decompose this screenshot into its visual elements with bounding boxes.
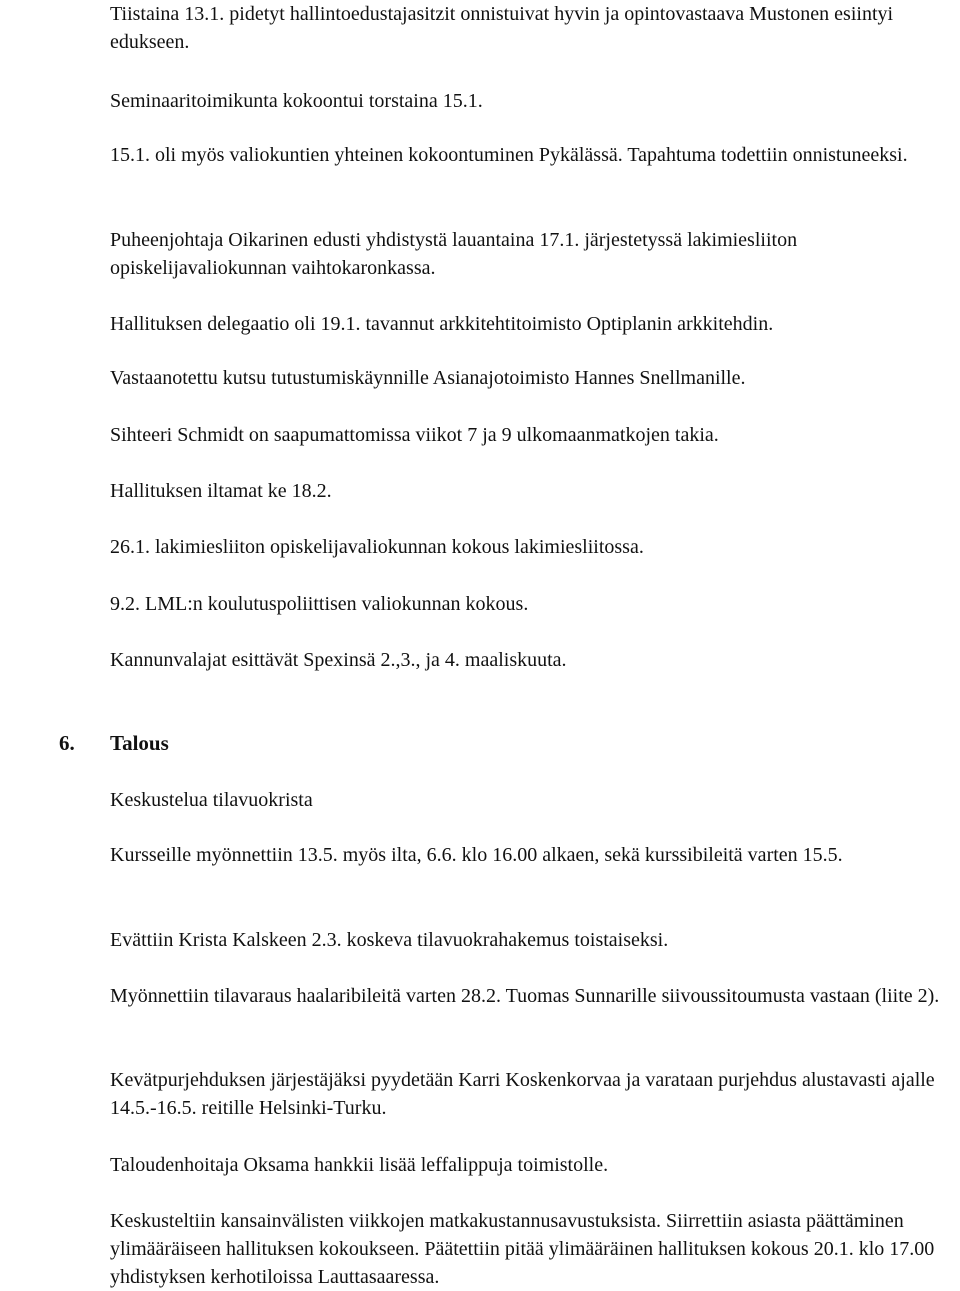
section-number: 6. xyxy=(59,731,75,755)
paragraph-iltamat: Hallituksen iltamat ke 18.2. xyxy=(110,480,332,502)
paragraph-vaihtokaronkka: Puheenjohtaja Oikarinen edusti yhdistystä lauantaina 17.1. järjestetyssä lakimiesliiton opiskelijavaliokunnan vaihtokaronkassa. xyxy=(110,229,798,279)
paragraph-seminaaritoimikunta: Seminaaritoimikunta kokoontui torstaina 15.1. xyxy=(110,90,483,112)
paragraph-kutsu: Vastaanotettu kutsu tutustumiskäynnille Asianajotoimisto Hannes Snellmanille. xyxy=(110,367,746,389)
paragraph-sitzit: Tiistaina 13.1. pidetyt hallintoedustajasitzit onnistuivat hyvin ja opintovastaava Mustonen esiintyi edukseen. xyxy=(110,3,894,53)
paragraph-kurssit: Kursseille myönnettiin 13.5. myös ilta, 6.6. klo 16.00 alkaen, sekä kurssibileitä varten 15.5. xyxy=(110,844,843,866)
paragraph-spexi: Kannunvalajat esittävät Spexinsä 2.,3., ja 4. maaliskuuta. xyxy=(110,649,567,671)
paragraph-sihteeri: Sihteeri Schmidt on saapumattomissa viikot 7 ja 9 ulkomaanmatkojen takia. xyxy=(110,424,719,446)
paragraph-tilavuokrat: Keskustelua tilavuokrista xyxy=(110,789,313,811)
paragraph-matkakustannukset: Keskusteltiin kansainvälisten viikkojen matkakustannusavustuksista. Siirrettiin asiasta päättäminen ylimääräiseen hallituksen kokoukseen. Päätettiin pitää ylimääräinen hallituksen kokous 20.1. klo 17.00 yhdistyksen kerhotiloissa Lauttasaaressa. xyxy=(110,1210,935,1288)
paragraph-haalaribileet: Myönnettiin tilavaraus haalaribileitä varten 28.2. Tuomas Sunnarille siivoussitoumusta vastaan (liite 2). xyxy=(110,985,940,1007)
paragraph-evattiin: Evättiin Krista Kalskeen 2.3. koskeva tilavuokrahakemus toistaiseksi. xyxy=(110,929,669,951)
paragraph-kevatpurjehdus: Kevätpurjehduksen järjestäjäksi pyydetään Karri Koskenkorvaa ja varataan purjehdus alustavasti ajalle 14.5.-16.5. reitille Helsinki-Turku. xyxy=(110,1069,935,1119)
paragraph-lakimiesliitto-kokous: 26.1. lakimiesliiton opiskelijavaliokunnan kokous lakimiesliitossa. xyxy=(110,536,644,558)
paragraph-valiokuntien-kokoontuminen: 15.1. oli myös valiokuntien yhteinen kokoontuminen Pykälässä. Tapahtuma todettiin onnistuneeksi. xyxy=(110,144,908,166)
paragraph-lml-kokous: 9.2. LML:n koulutuspoliittisen valiokunnan kokous. xyxy=(110,593,529,615)
paragraph-leffaliput: Taloudenhoitaja Oksama hankkii lisää leffalippuja toimistolle. xyxy=(110,1154,609,1176)
section-title: Talous xyxy=(110,731,169,755)
paragraph-delegaatio: Hallituksen delegaatio oli 19.1. tavannut arkkitehtitoimisto Optiplanin arkkitehdin. xyxy=(110,313,774,335)
